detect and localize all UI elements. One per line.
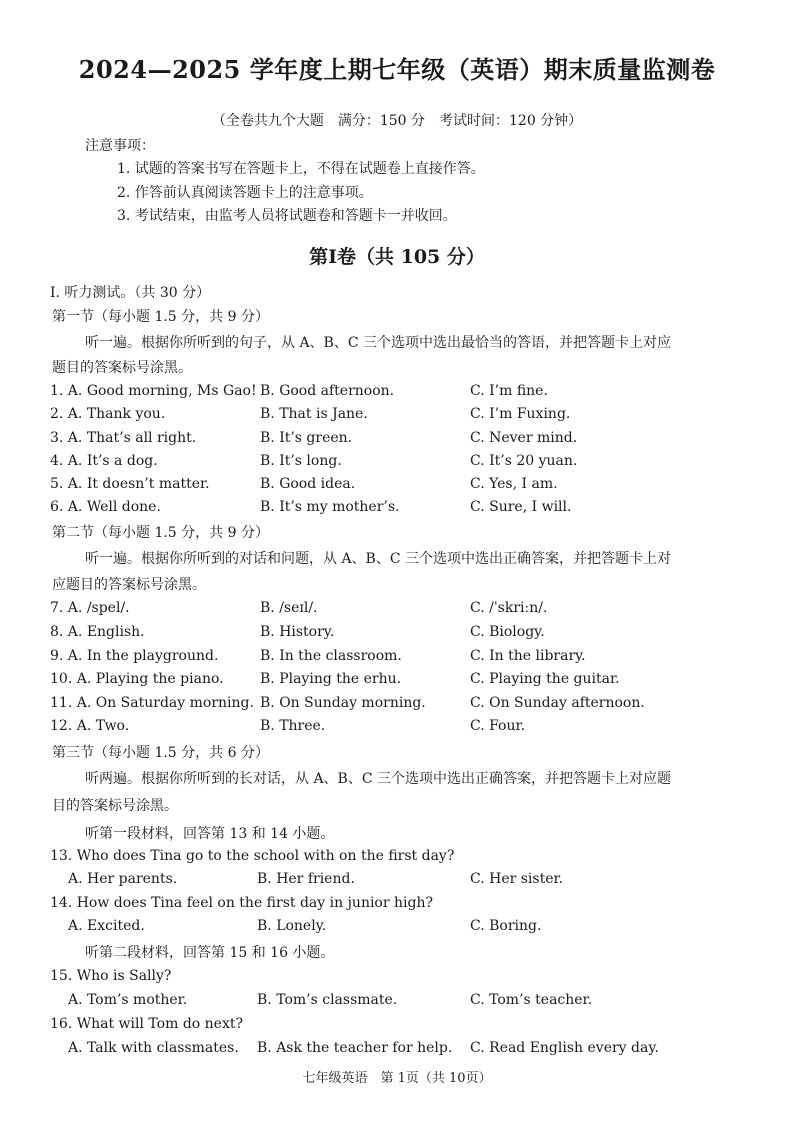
option-a: 4. A. It’s a dog. (50, 453, 158, 469)
question-row (50, 695, 750, 715)
sec3-instruction-cont: 目的答案标号涂黑。 (52, 798, 178, 814)
question-row (50, 918, 750, 938)
option-c: C. /ˈskriːn/. (470, 600, 548, 616)
option-a: 9. A. In the playground. (50, 648, 219, 664)
part-title: 第Ⅰ卷（共 105 分） (309, 246, 485, 268)
question-stem: 14. How does Tina feel on the first day in junior high? (50, 895, 433, 911)
option-b: B. Her friend. (257, 871, 355, 887)
notice-item: 2. 作答前认真阅读答题卡上的注意事项。 (117, 185, 373, 201)
sec2-instruction-cont: 应题目的答案标号涂黑。 (52, 577, 206, 593)
option-c: C. I’m Fuxing. (470, 406, 571, 422)
option-c: C. Sure, I will. (470, 499, 572, 515)
option-b: B. /seɪl/. (260, 600, 318, 616)
option-b: B. Three. (260, 718, 326, 734)
material-label: 听第一段材料，回答第 13 和 14 小题。 (85, 826, 335, 842)
option-a: 3. A. That’s all right. (50, 430, 197, 446)
question-row (50, 383, 750, 403)
question-row (50, 499, 750, 519)
option-a: 8. A. English. (50, 624, 145, 640)
option-b: B. On Sunday morning. (260, 695, 426, 711)
option-a: 7. A. /spel/. (50, 600, 130, 616)
option-b: B. That is Jane. (260, 406, 368, 422)
option-b: B. Lonely. (257, 918, 327, 934)
option-b: B. It’s long. (260, 453, 342, 469)
option-b: B. Good idea. (260, 476, 356, 492)
material-label: 听第二段材料，回答第 15 和 16 小题。 (85, 945, 335, 961)
option-c: C. Four. (470, 718, 526, 734)
notice-label: 注意事项： (85, 138, 155, 154)
sec1-title: 第一节（每小题 1.5 分，共 9 分） (52, 309, 269, 325)
sec2-title: 第二节（每小题 1.5 分，共 9 分） (52, 525, 269, 541)
option-c: C. Boring. (470, 918, 542, 934)
sec1-instruction: 听一遍。根据你所听到的句子，从 A、B、C 三个选项中选出最恰当的答语，并把答题卡上对应 (85, 335, 672, 351)
option-c: C. Yes, I am. (470, 476, 558, 492)
question-row (50, 718, 750, 738)
option-a: 5. A. It doesn’t matter. (50, 476, 210, 492)
exam-info: （全卷共九个大题 满分：150 分 考试时间：120 分钟） (211, 113, 583, 129)
option-c: C. Her sister. (470, 871, 564, 887)
option-b: B. In the classroom. (260, 648, 402, 664)
sec3-title: 第三节（每小题 1.5 分，共 6 分） (52, 745, 269, 761)
question-stem: 16. What will Tom do next? (50, 1016, 243, 1032)
option-c: C. Tom’s teacher. (470, 992, 593, 1008)
option-c: C. On Sunday afternoon. (470, 695, 645, 711)
option-b: B. Good afternoon. (260, 383, 395, 399)
option-b: B. Ask the teacher for help. (257, 1040, 453, 1056)
question-row (50, 624, 750, 644)
exam-title: 2024—2025 学年度上期七年级（英语）期末质量监测卷 (78, 55, 716, 84)
question-row (50, 600, 750, 620)
option-a: 6. A. Well done. (50, 499, 161, 515)
option-c: C. Read English every day. (470, 1040, 659, 1056)
notice-item: 1. 试题的答案书写在答题卡上，不得在试题卷上直接作答。 (117, 161, 485, 177)
question-stem: 13. Who does Tina go to the school with on the first day? (50, 848, 455, 864)
option-a: A. Her parents. (68, 871, 178, 887)
sec2-instruction: 听一遍。根据你所听到的对话和问题，从 A、B、C 三个选项中选出正确答案，并把答题卡上对 (85, 551, 672, 567)
option-a: 2. A. Thank you. (50, 406, 166, 422)
option-c: C. It’s 20 yuan. (470, 453, 578, 469)
question-row (50, 1040, 750, 1060)
option-b: B. History. (260, 624, 335, 640)
sec3-instruction: 听两遍。根据你所听到的长对话，从 A、B、C 三个选项中选出正确答案，并把答题卡上对应题 (85, 771, 672, 787)
option-a: 11. A. On Saturday morning. (50, 695, 254, 711)
option-a: A. Tom’s mother. (68, 992, 188, 1008)
option-b: B. It’s my mother’s. (260, 499, 400, 515)
question-row (50, 430, 750, 450)
option-c: C. Playing the guitar. (470, 671, 620, 687)
option-a: A. Talk with classmates. (68, 1040, 239, 1056)
option-c: C. In the library. (470, 648, 586, 664)
question-row (50, 992, 750, 1012)
question-stem: 15. Who is Sally? (50, 968, 172, 984)
question-row (50, 476, 750, 496)
option-a: A. Excited. (68, 918, 145, 934)
section-heading: I. 听力测试。（共 30 分） (50, 285, 211, 301)
option-b: B. Tom’s classmate. (257, 992, 398, 1008)
sec1-instruction-cont: 题目的答案标号涂黑。 (52, 360, 192, 376)
option-c: C. I’m fine. (470, 383, 548, 399)
question-row (50, 406, 750, 426)
option-a: 1. A. Good morning, Ms Gao! (50, 383, 257, 399)
question-row (50, 648, 750, 668)
question-row (50, 871, 750, 891)
option-c: C. Biology. (470, 624, 545, 640)
question-row (50, 453, 750, 473)
option-c: C. Never mind. (470, 430, 578, 446)
notice-item: 3. 考试结束，由监考人员将试题卷和答题卡一并收回。 (117, 208, 457, 224)
page-footer: 七年级英语 第 1页（共 10页） (302, 1071, 492, 1086)
option-b: B. Playing the erhu. (260, 671, 402, 687)
question-row (50, 671, 750, 691)
option-a: 10. A. Playing the piano. (50, 671, 224, 687)
option-a: 12. A. Two. (50, 718, 130, 734)
option-b: B. It’s green. (260, 430, 353, 446)
